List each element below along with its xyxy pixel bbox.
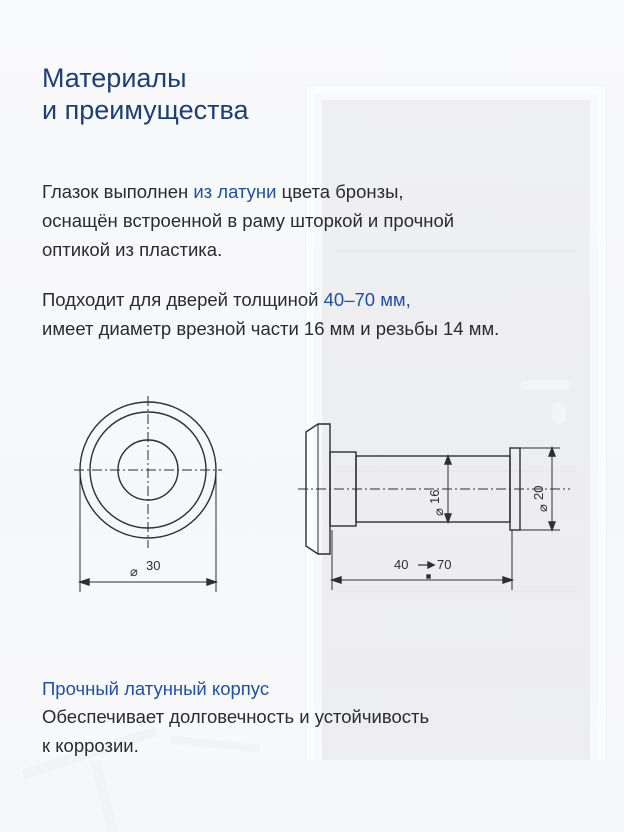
feature-title: Прочный латунный корпус [42, 678, 270, 699]
arrowhead [549, 522, 555, 530]
side-view [298, 424, 570, 590]
title-line-2: и преимущества [42, 95, 249, 125]
length-max-label: 70 [437, 557, 452, 572]
thickness-highlight: 40–70 мм, [323, 289, 411, 310]
arrowhead [80, 579, 89, 585]
diameter-20-label: 20 [531, 485, 546, 500]
range-dot [427, 575, 430, 578]
diameter-symbol: ⌀ [535, 504, 550, 512]
text-fragment: Глазок выполнен [42, 181, 194, 202]
diameter-symbol: ⌀ [130, 564, 138, 579]
brass-highlight: из латуни [193, 181, 277, 202]
paragraph-line: оптикой из пластика. [42, 239, 223, 260]
paragraph-line: оснащён встроенной в раму шторкой и прочной [42, 210, 455, 231]
feature-desc-line: Обеспечивает долговечность и устойчивость [42, 706, 430, 727]
arrowhead [207, 579, 216, 585]
title-line-1: Материалы [42, 63, 187, 93]
feature-description [42, 702, 429, 760]
arrowhead [503, 577, 512, 583]
arrowhead [332, 577, 341, 583]
d16-label-group [427, 490, 446, 516]
arrowhead [549, 448, 555, 456]
text-fragment: цвета бронзы, [276, 181, 404, 202]
d20-label-group [531, 486, 550, 512]
diameter-symbol: ⌀ [431, 508, 446, 516]
arrowhead [428, 562, 434, 568]
feature-desc-line: к коррозии. [42, 735, 139, 756]
diameter-16-label: 16 [427, 489, 442, 504]
diameter-30-label: 30 [146, 558, 161, 573]
length-min-label: 40 [394, 557, 409, 572]
arrowhead [445, 456, 451, 464]
text-fragment: Подходит для дверей толщиной [42, 289, 324, 310]
paragraph-line: имеет диаметр врезной части 16 мм и резьбы 14 мм. [42, 318, 500, 339]
